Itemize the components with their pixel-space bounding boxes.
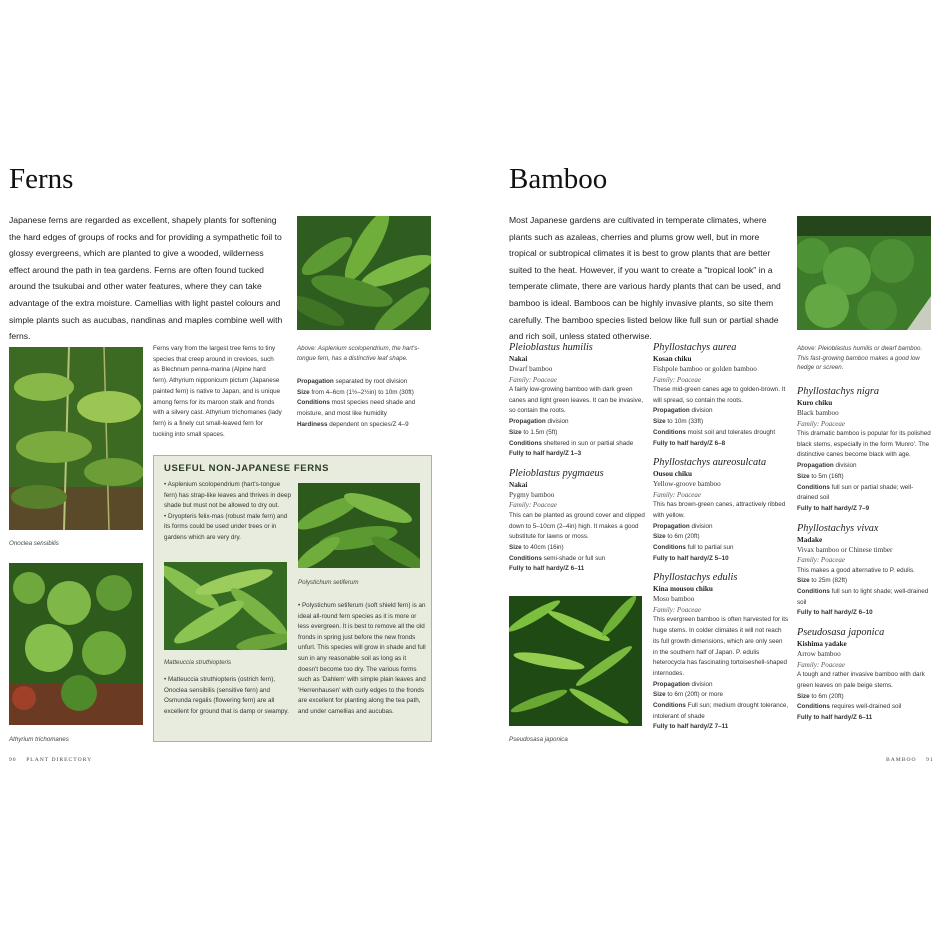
hardiness: Fully to half hardy/Z 6–10	[797, 609, 873, 617]
description: This can be planted as ground cover and clipped down to 5–10cm (2–4in) high. It makes a good substitute for lawns or moss.	[509, 511, 645, 541]
ferns-col-text: Ferns vary from the largest tree ferns to tiny species that creep around in crevices, such as Blechnum penna-marina (Alpine hard fern). Athyrium nipponicum pictum (Japanese painted fern) is native to Japan, and is unique among ferns for its maroon stalk and fronds with a silvery cast. Athyrium trichomanes (lady fern) is a finely cut small-leaved fern for tucking into small spaces.	[153, 345, 282, 438]
photo-athyrium-trichomanes	[9, 563, 143, 725]
common-name: Fishpole bamboo or golden bamboo	[653, 365, 757, 373]
caption-pseudosasa: Pseudosasa japonica	[509, 736, 568, 743]
description: A fairly low-growing bamboo with dark green canes and light green leaves. It can be invasive, so contain the roots.	[509, 386, 644, 415]
common-name: Dwarf bamboo	[509, 365, 553, 373]
entry-phyllostachys-aurea	[653, 342, 789, 449]
entry-pleioblastus-pygmaeus	[509, 468, 645, 575]
bullet-polystichum: • Polystichum setiferum (soft shield fern) is an ideal all-round fern species as it is more or less evergreen. It is best to remove all the old fronds in spring just before the new fronds unfurl. This species will grow in shade and full sun in any reasonable soil as long as it doesn't become too dry. The various forms such as 'Dahlem' with simple plain leaves and 'Herrenhausen' with curly edges to the fronds are excellent for planting along the tea path, and under camellias and aucubas.	[298, 602, 426, 715]
family: Family: Poaceae	[653, 375, 702, 384]
plant-name: Pleioblastus pygmaeus	[509, 467, 604, 479]
photo-pseudosasa-japonica	[509, 596, 642, 726]
size: Size to 6m (20ft)	[797, 692, 844, 700]
common-name: Pygmy bamboo	[509, 490, 555, 499]
ferns-specs	[297, 377, 431, 431]
ferns-conditions: Conditions most species need shade and moisture, and most like humidity	[297, 399, 416, 418]
description: This dramatic bamboo is popular for its polished black stems, especially in the form 'Munro'. The distinctive canes become black with age.	[797, 430, 931, 459]
plant-name: Phyllostachys aureosulcata	[653, 457, 767, 469]
bamboo-column-2	[653, 342, 789, 741]
box-title: USEFUL NON-JAPANESE FERNS	[164, 463, 330, 474]
caption-matteuccia: Matteuccia struthiopteris	[164, 659, 232, 666]
photo-pleioblastus-humilis	[797, 216, 931, 330]
size: Size to 40cm (16in)	[509, 544, 564, 552]
box-useful-non-japanese-ferns	[153, 455, 432, 742]
japanese-name: Nakai	[509, 480, 528, 489]
ferns-intro: Japanese ferns are regarded as excellent, shapely plants for softening the hard edges of groups of rocks and for providing a sympathetic foil to glossy evergreens, which are planted to give a wooded, wilderness effect around the path in tea gardens. Ferns are often found tucked around the tsukubai and other water features, where they can take advantage of the extra moisture. Camellias with light pastel colours and simple plants such as aucubas, nandinas and maples combine well with ferns.	[9, 215, 283, 342]
propagation: Propagation division	[653, 407, 713, 415]
propagation: Propagation division	[653, 522, 713, 530]
entry-phyllostachys-vivax	[797, 523, 931, 620]
japanese-name: Ousou chiku	[653, 470, 692, 479]
footer-section-label: PLANT DIRECTORY	[26, 757, 93, 763]
hardiness: Fully to half hardy/Z 7–11	[653, 723, 729, 731]
footer-section-label: BAMBOO	[886, 757, 917, 763]
description: These mid-green canes age to golden-brown. It will spread, so contain the roots.	[653, 386, 786, 404]
caption-athyrium: Athyrium trichomanes	[9, 736, 69, 743]
footer-right	[886, 757, 934, 763]
bamboo-intro: Most Japanese gardens are cultivated in temperate climates, where plants such as azaleas, cherries and plums grow well, but in more tropical or subtropical climates it is best to grow plants that are better suited to the heat. However, if you want to create a "tropical look" in a temperate climate, there are various hardy plants that can be used, and bamboo is ideal. Bamboos can be highly invasive plants, so site them carefully. The bamboo species listed below like full sun or partial shade and rich soil, unless stated otherwise.	[509, 215, 781, 342]
entry-phyllostachys-aureosulcata	[653, 457, 789, 564]
size: Size to 1.5m (5ft)	[509, 428, 558, 436]
plant-name: Phyllostachys aurea	[653, 342, 737, 353]
bamboo-column-3	[797, 386, 931, 732]
propagation: Propagation division	[797, 462, 857, 470]
family: Family: Poaceae	[797, 660, 846, 669]
conditions: Conditions full to partial sun	[653, 544, 734, 552]
entry-pseudosasa-japonica	[797, 627, 931, 724]
photo-onoclea-sensibilis	[9, 347, 143, 530]
common-name: Moso bamboo	[653, 595, 695, 604]
bullet-asplenium: • Asplenium scolopendrium (hart's-tongue fern) has strap-like leaves and thrives in deep shade but must not be allowed to dry out.	[164, 481, 292, 510]
conditions: Conditions requires well-drained soil	[797, 703, 902, 711]
page-number-91: 91	[926, 757, 934, 763]
ferns-propagation: Propagation separated by root division	[297, 378, 408, 385]
family: Family: Poaceae	[653, 490, 702, 499]
caption-asplenium: Above: Asplenium scolopendrium, the hart's-tongue fern, has a distinctive leaf shape.	[297, 345, 420, 362]
conditions: Conditions full sun to light shade; well-drained soil	[797, 588, 929, 606]
japanese-name: Kuro chiku	[797, 399, 833, 407]
caption-polystichum: Polystichum setiferum	[298, 579, 359, 586]
hardiness: Fully to half hardy/Z 7–9	[797, 504, 870, 512]
entry-phyllostachys-nigra	[797, 386, 931, 515]
photo-polystichum-setiferum	[298, 483, 420, 568]
bullet-dryopteris: • Dryopteris felix-mas (robust male fern) and its forms could be used under trees or in gardens which are very dry.	[164, 512, 288, 541]
plant-name: Phyllostachys edulis	[653, 572, 738, 584]
entry-pleioblastus-humilis	[509, 342, 645, 460]
plant-name: Phyllostachys vivax	[797, 522, 879, 534]
size: Size to 25m (82ft)	[797, 577, 848, 585]
footer-left	[9, 757, 92, 763]
description: This has brown-green canes, attractively ribbed with yellow.	[653, 501, 786, 519]
box-bullets-left	[164, 480, 292, 544]
photo-asplenium-scolopendrium	[297, 216, 431, 330]
size: Size to 5m (16ft)	[797, 472, 844, 480]
family: Family: Poaceae	[509, 501, 558, 510]
photo-matteuccia-struthiopteris	[164, 562, 287, 650]
common-name: Black bamboo	[797, 409, 839, 417]
family: Family: Poaceae	[653, 605, 702, 614]
common-name: Yellow-groove bamboo	[653, 480, 721, 489]
hardiness: Fully to half hardy/Z 6–11	[509, 565, 585, 573]
propagation: Propagation division	[509, 418, 569, 426]
description: A tough and rather invasive bamboo with dark green leaves on pale beige stems.	[797, 671, 925, 689]
conditions: Conditions full sun or partial shade; well-drained soil	[797, 483, 914, 502]
size: Size to 6m (20ft) or more	[653, 691, 723, 699]
bamboo-column-1	[509, 342, 645, 583]
page-title-ferns: Ferns	[9, 163, 74, 195]
plant-name: Pleioblastus humilis	[509, 342, 593, 353]
hardiness: Fully to half hardy/Z 5–10	[653, 554, 729, 562]
bullet-matteuccia: • Matteuccia struthiopteris (ostrich fern), Onoclea sensibilis (sensitive fern) and Osmunda regalis (flowering fern) are all excellent for ground that is damp or swampy.	[164, 676, 289, 715]
caption-pleioblastus-humilis: Above: Pleioblastus humilis or dwarf bamboo. This fast-growing bamboo makes a good low hedge or screen.	[797, 345, 923, 371]
family: Family: Poaceae	[509, 375, 558, 384]
conditions: Conditions moist soil and tolerates drought	[653, 428, 776, 436]
description: This evergreen bamboo is often harvested for its huge stems. In colder climates it will not reach its full growth dimensions, which are only seen in the southern half of Japan. P. edulis heterocycla has fascinating tortoiseshell-shaped internodes.	[653, 616, 789, 677]
common-name: Arrow bamboo	[797, 650, 841, 659]
plant-name: Pseudosasa japonica	[797, 627, 885, 639]
caption-onoclea: Onoclea sensibilis	[9, 540, 59, 547]
description: This makes a good alternative to P. edulis.	[797, 566, 915, 574]
propagation: Propagation division	[653, 680, 713, 688]
size: Size to 10m (33ft)	[653, 418, 704, 426]
japanese-name: Kosan chiku	[653, 355, 692, 363]
conditions: Conditions Full sun; medium drought tolerance, intolerant of shade	[653, 702, 789, 720]
hardiness: Fully to half hardy/Z 6–8	[653, 439, 726, 447]
plant-name: Phyllostachys nigra	[797, 386, 880, 397]
size: Size to 6m (20ft)	[653, 533, 700, 541]
page-title-bamboo: Bamboo	[509, 163, 608, 195]
page-number-90: 90	[9, 757, 17, 763]
common-name: Vivax bamboo or Chinese timber	[797, 545, 893, 554]
hardiness: Fully to half hardy/Z 1–3	[509, 450, 582, 458]
hardiness: Fully to half hardy/Z 6–11	[797, 713, 873, 721]
ferns-hardiness: Hardiness dependent on species/Z 4–9	[297, 420, 409, 428]
family: Family: Poaceae	[797, 419, 846, 428]
family: Family: Poaceae	[797, 556, 846, 565]
japanese-name: Kina mousou chiku	[653, 585, 713, 594]
japanese-name: Nakai	[509, 355, 528, 363]
japanese-name: Kishima yadake	[797, 640, 847, 649]
japanese-name: Madake	[797, 535, 823, 544]
conditions: Conditions semi-shade or full sun	[509, 554, 606, 562]
entry-phyllostachys-edulis	[653, 572, 789, 733]
ferns-size: Size from 4–6cm (1½–2½in) to 10m (30ft)	[297, 388, 414, 396]
conditions: Conditions sheltered in sun or partial shade	[509, 439, 634, 447]
